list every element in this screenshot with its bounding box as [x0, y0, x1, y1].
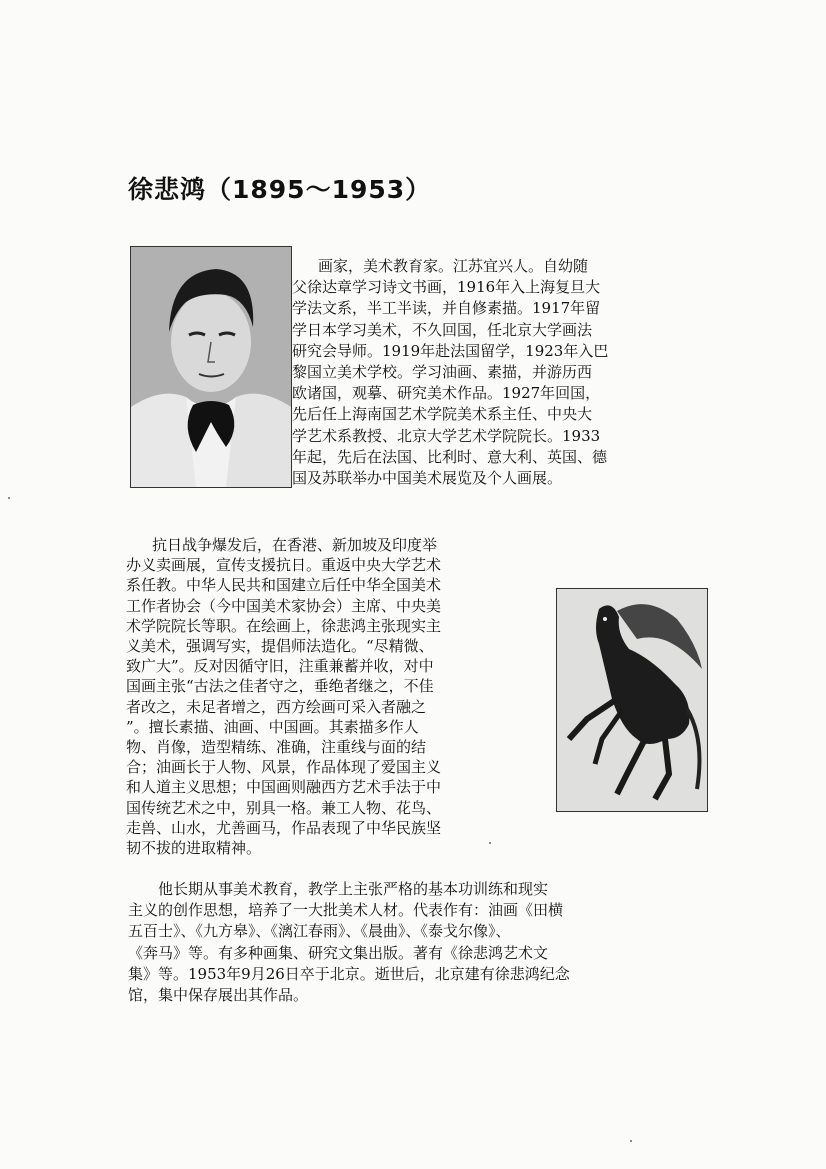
text-line: 《奔马》等。有多种画集、研究文集出版。著有《徐悲鸿艺术文: [128, 943, 549, 962]
text-line: 韧不拔的进取精神。: [126, 839, 262, 857]
text-line: 物、肖像，造型精练、准确，注重线与面的结: [126, 738, 427, 756]
text-line: 研究会导师。1919年赴法国留学，1923年入巴: [292, 341, 609, 360]
text-line: 办义卖画展，宣传支援抗日。重返中央大学艺术: [126, 556, 442, 575]
scan-speck: [8, 497, 10, 499]
text-line: 走兽、山水，尤善画马，作品表现了中华民族坚: [126, 818, 442, 837]
galloping-horse-painting: [556, 588, 708, 812]
text-line: 欧诸国，观摹、研究美术作品。1927年回国，: [292, 384, 601, 403]
text-line: 他长期从事美术教育，教学上主张严格的基本功训练和现实: [158, 880, 549, 898]
text-line: 学法文系，半工半读，并自修素描。1917年留: [292, 299, 601, 318]
text-line: 父徐达章学习诗文书画，1916年入上海复旦大: [292, 278, 601, 297]
text-line: 先后任上海南国艺术学院美术系主任、中央大: [292, 405, 593, 424]
text-line: 主义的创作思想，培养了一大批美术人材。代表作有：油画《田横: [128, 901, 564, 920]
text-line: 国及苏联举办中国美术展览及个人画展。: [292, 469, 563, 487]
page-title: 徐悲鸿（1895～1953）: [128, 175, 432, 204]
scan-speck: [630, 1140, 632, 1142]
text-line: 馆，集中保存展出其作品。: [128, 986, 309, 1004]
text-line: 合；油画长于人物、风景，作品体现了爱国主义: [126, 758, 442, 777]
text-line: 术学院院长等职。在绘画上，徐悲鸿主张现实主: [126, 616, 442, 635]
text-line: 国画主张“古法之佳者守之，垂绝者继之，不佳: [126, 677, 434, 696]
text-line: 学艺术系教授、北京大学艺术学院院长。1933: [292, 426, 601, 445]
text-line: 五百士》、《九方皋》、《漓江春雨》、《晨曲》、《泰戈尔像》、: [128, 922, 511, 941]
text-line: ”。擅长素描、油画、中国画。其素描多作人: [126, 717, 419, 736]
text-line: 黎国立美术学校。学习油画、素描，并游历西: [292, 363, 593, 381]
text-line: 系任教。中华人民共和国建立后任中华全国美术: [126, 576, 442, 595]
text-line: 学日本学习美术，不久回国，任北京大学画法: [292, 320, 593, 339]
text-line: 国传统艺术之中，别具一格。兼工人物、花鸟、: [126, 798, 442, 817]
text-line: 致广大”。反对因循守旧，注重兼蓄并收，对中: [126, 657, 434, 676]
text-line: 和人道主义思想；中国画则融西方艺术手法于中: [126, 778, 442, 797]
text-line: 画家，美术教育家。江苏宜兴人。自幼随: [318, 257, 589, 275]
portrait-photo: [130, 246, 292, 488]
text-line: 者改之，未足者增之，西方绘画可采入者融之: [126, 697, 427, 716]
text-line: 工作者协会（今中国美术家协会）主席、中央美: [126, 596, 442, 615]
text-line: 义美术，强调写实，提倡师法造化。“尽精微、: [126, 637, 434, 655]
text-line: 集》等。1953年9月26日卒于北京。逝世后，北京建有徐悲鸿纪念: [128, 964, 570, 983]
text-line: 抗日战争爆发后，在香港、新加坡及印度举: [152, 536, 438, 554]
text-line: 年起，先后在法国、比利时、意大利、英国、德: [292, 447, 608, 466]
scan-speck: [489, 842, 491, 844]
